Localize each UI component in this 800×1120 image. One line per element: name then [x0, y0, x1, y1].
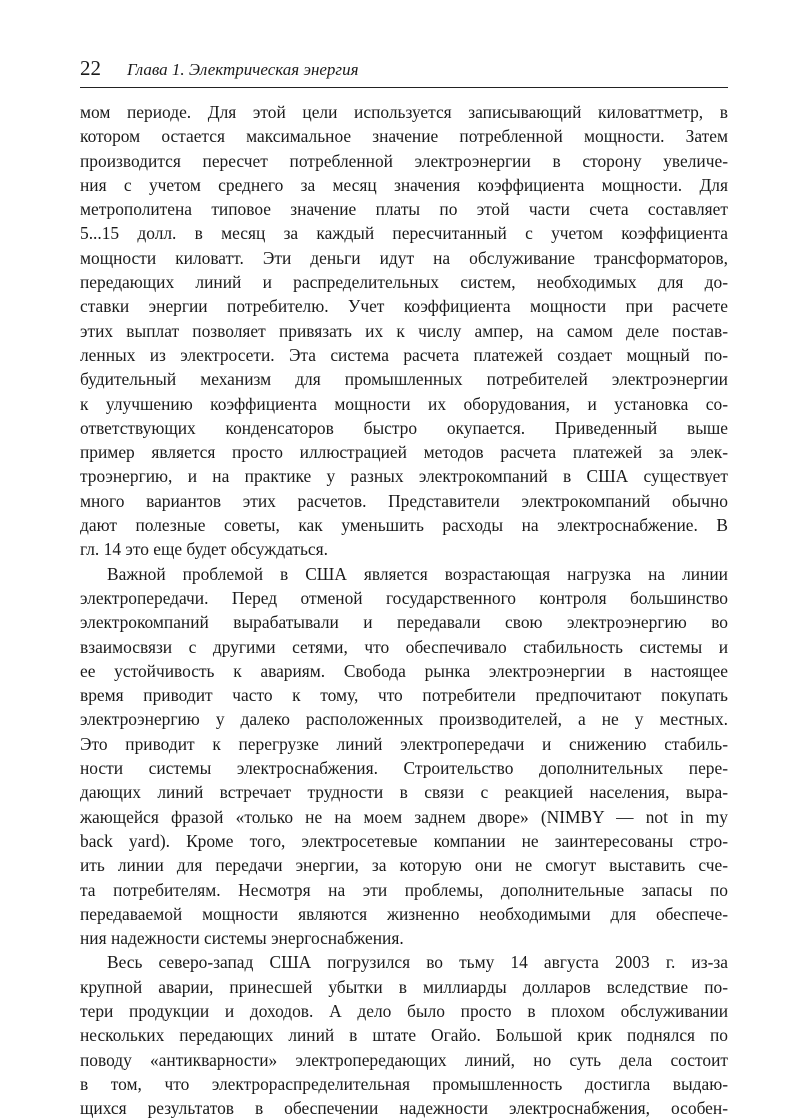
text-line: ставки энергии потребителю. Учет коэффициента мощности при расчете: [80, 296, 728, 317]
text-line: ния надежности системы энергоснабжения.: [80, 928, 404, 949]
text-line: Важной проблемой в США является возрастающая нагрузка на линии: [107, 563, 728, 584]
text-line: электропередачи. Перед отменой государственного контроля большинство: [80, 587, 728, 608]
book-page: [80, 56, 728, 1120]
text-line: гл. 14 это еще будет обсуждаться.: [80, 539, 328, 560]
text-line: к улучшению коэффициента мощности их оборудования, и установка со-: [80, 393, 728, 414]
text-line: передающих линий и распределительных систем, необходимых для до-: [80, 272, 728, 293]
text-line: Это приводит к перегрузке линий электропередачи и снижению стабиль-: [80, 733, 728, 754]
text-line: ее устойчивость к авариям. Свобода рынка электроэнергии в настоящее: [80, 660, 728, 681]
text-line: троэнергию, и на практике у разных электрокомпаний в США существует: [80, 466, 728, 487]
text-line: взаимосвязи с другими сетями, что обеспечивало стабильность системы и: [80, 636, 728, 657]
text-line: дают полезные советы, как уменьшить расходы на электроснабжение. В: [80, 515, 728, 536]
chapter-title: Глава 1. Электрическая энергия: [127, 60, 359, 79]
text-line: back yard). Кроме того, электросетевые компании не заинтересованы стро-: [80, 830, 728, 851]
text-line: та потребителям. Несмотря на эти проблемы, дополнительные запасы по: [80, 879, 728, 900]
text-line: электроэнергию у далеко расположенных производителей, а не у местных.: [80, 709, 728, 730]
text-line: поводу «антикварности» электропередающих линий, но суть дела состоит: [80, 1049, 728, 1070]
text-line: котором остается максимальное значение потребленной мощности. Затем: [80, 126, 728, 147]
text-line: ленных из электросети. Эта система расчета платежей создает мощный по-: [80, 344, 728, 365]
text-line: Весь северо-запад США погрузился во тьму 14 августа 2003 г. из-за: [107, 952, 728, 973]
running-head: [80, 56, 728, 88]
text-line: тери продукции и доходов. А дело было просто в плохом обслуживании: [80, 1000, 728, 1021]
paragraph: [80, 950, 728, 1120]
text-line: щихся результатов в обеспечении надежности электроснабжения, особен-: [80, 1098, 728, 1119]
text-line: ния с учетом среднего за месяц значения коэффициента мощности. Для: [80, 174, 728, 195]
text-line: ности системы электроснабжения. Строительство дополнительных пере-: [80, 758, 728, 779]
text-line: 5...15 долл. в месяц за каждый пересчитанный с учетом коэффициента: [80, 223, 728, 244]
text-line: много вариантов этих расчетов. Представители электрокомпаний обычно: [80, 490, 728, 511]
text-line: мом периоде. Для этой цели используется записывающий киловаттметр, в: [80, 102, 728, 122]
text-line: время приводит часто к тому, что потребители предпочитают покупать: [80, 685, 728, 706]
text-line: электрокомпаний вырабатывали и передавали свою электроэнергию во: [80, 612, 728, 633]
body-text: [80, 100, 728, 1120]
text-line: крупной аварии, принесшей убытки в миллиарды долларов вследствие по-: [80, 976, 728, 997]
text-line: пример является просто иллюстрацией методов расчета платежей за элек-: [80, 442, 728, 463]
text-line: ить линии для передачи энергии, за которую они не смогут выставить сче-: [80, 855, 728, 876]
text-line: в том, что электрораспределительная промышленность достигла выдаю-: [80, 1073, 728, 1094]
text-line: будительный механизм для промышленных потребителей электроэнергии: [80, 369, 728, 390]
text-line: передаваемой мощности являются жизненно необходимыми для обеспече-: [80, 903, 728, 924]
text-line: жающейся фразой «только не на моем заднем дворе» (NIMBY — not in my: [80, 806, 728, 827]
text-line: производится пересчет потребленной электроэнергии в сторону увеличе-: [80, 150, 728, 171]
text-line: дающих линий встречает трудности в связи с реакцией населения, выра-: [80, 782, 728, 803]
text-line: этих выплат позволяет привязать их к числу ампер, на самом деле постав-: [80, 320, 728, 341]
page-number: 22: [80, 56, 101, 80]
paragraph: [80, 100, 728, 562]
text-line: метрополитена типовое значение платы по этой части счета составляет: [80, 199, 728, 220]
text-line: нескольких передающих линий в штате Огайо. Большой крик поднялся по: [80, 1025, 728, 1046]
text-line: ответствующих конденсаторов быстро окупается. Приведенный выше: [80, 417, 728, 438]
paragraph: [80, 562, 728, 951]
text-line: мощности киловатт. Эти деньги идут на обслуживание трансформаторов,: [80, 247, 728, 268]
